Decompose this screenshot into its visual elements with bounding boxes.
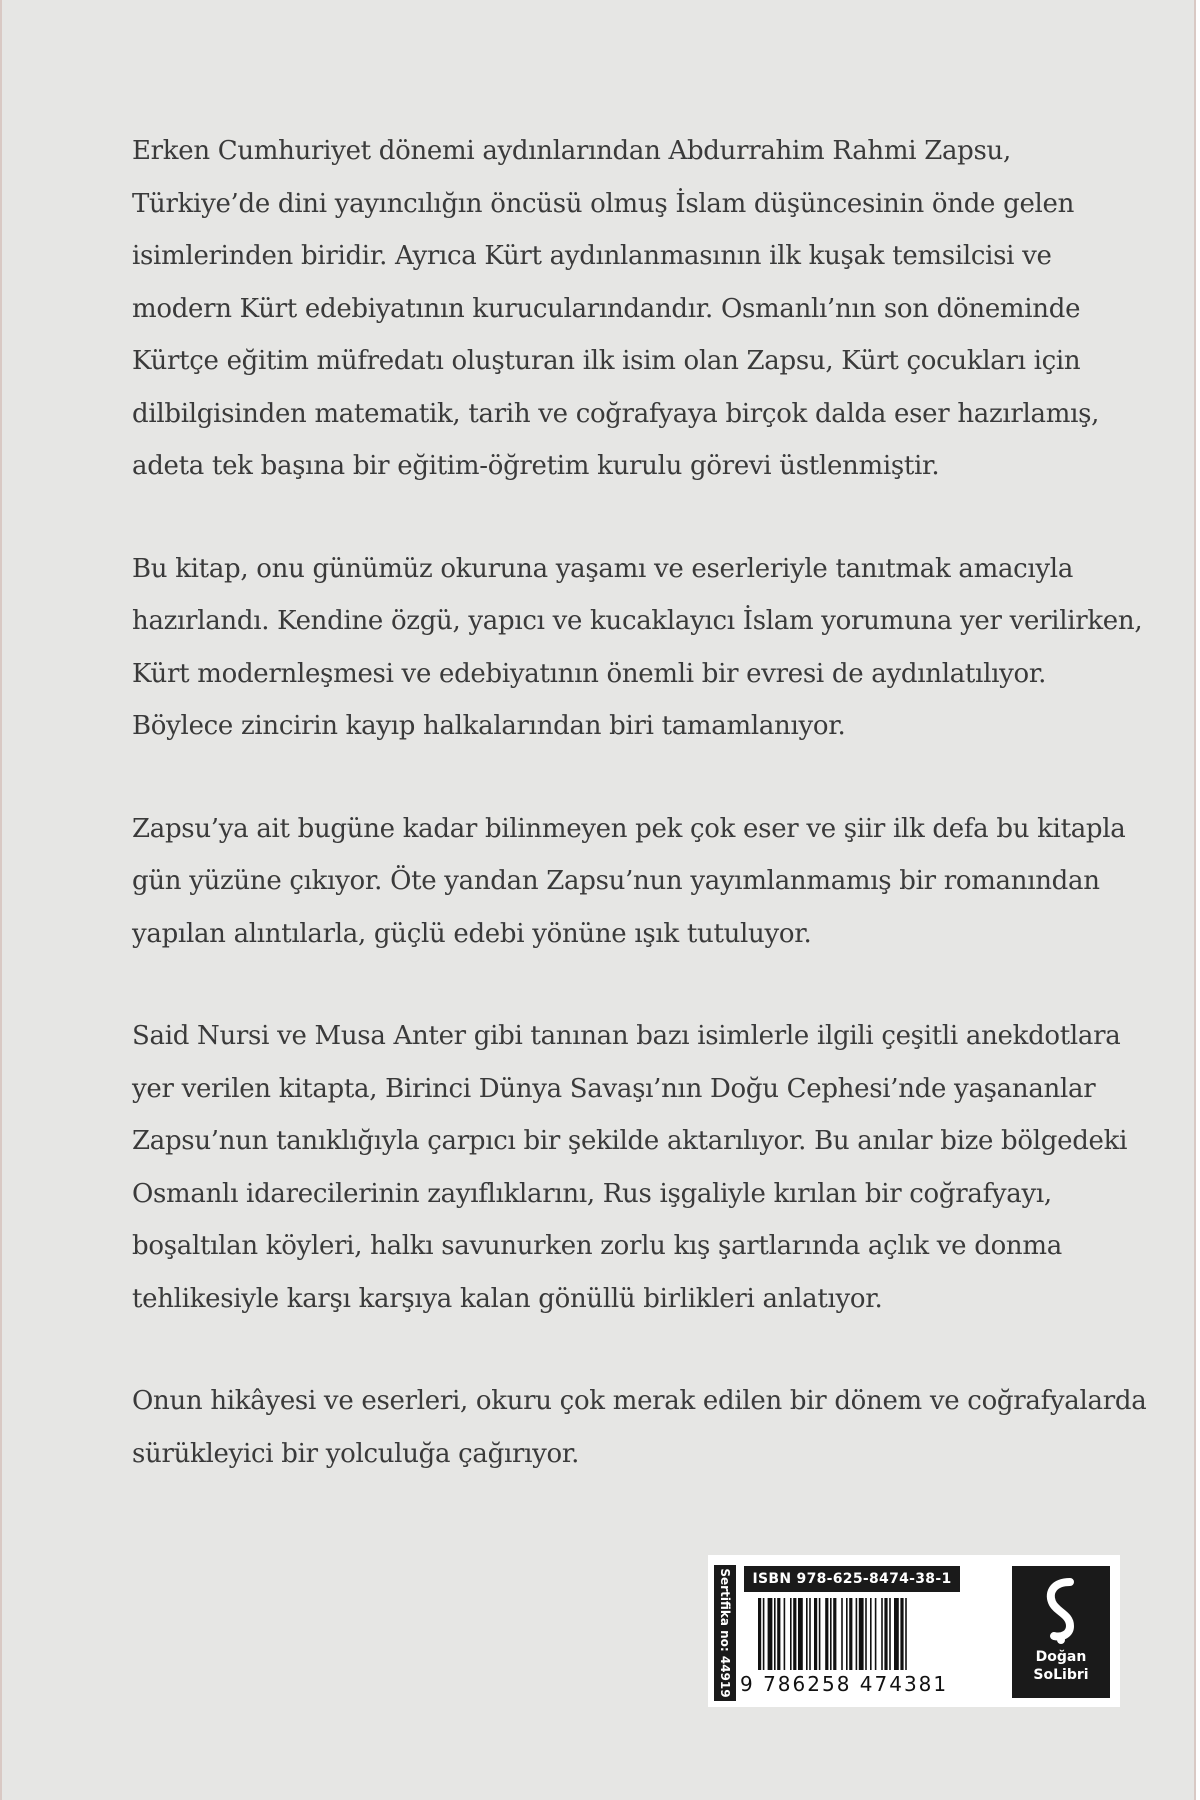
dogan-s-logo-icon	[1036, 1576, 1086, 1646]
text-line: yer verilen kitapta, Birinci Dünya Savaşı’nın Doğu Cephesi’nde yaşananlar	[132, 1073, 1096, 1104]
barcode-bar	[809, 1598, 811, 1670]
barcode-bar	[833, 1598, 836, 1670]
barcode-bar	[841, 1598, 843, 1670]
barcode-bar	[798, 1598, 803, 1670]
text-line: modern Kürt edebiyatının kurucularındandır. Osmanlı’nın son döneminde	[132, 293, 1081, 324]
barcode-bar	[900, 1598, 903, 1670]
text-line: boşaltılan köyleri, halkı savunurken zorlu kış şartlarında açlık ve donma	[132, 1231, 1062, 1261]
barcode-bar	[846, 1598, 848, 1670]
barcode-bar	[905, 1598, 907, 1670]
blurb-paragraph-2	[132, 543, 1143, 753]
publisher-name-line1: Doğan	[1035, 1649, 1087, 1665]
barcode-bar	[870, 1598, 872, 1670]
isbn-label: ISBN 978-625-8474-38-1	[744, 1566, 960, 1592]
text-line: Zapsu’ya ait bugüne kadar bilinmeyen pek çok eser ve şiir ilk defa bu kitapla	[132, 813, 1126, 844]
barcode-bar	[830, 1598, 832, 1670]
barcode-bar	[859, 1598, 864, 1670]
barcode-bar	[758, 1598, 761, 1670]
text-line: Onun hikâyesi ve eserleri, okuru çok merak edilen bir dönem ve coğrafyalarda	[132, 1386, 1147, 1416]
text-line: Erken Cumhuriyet dönemi aydınlarından Abdurrahim Rahmi Zapsu,	[132, 136, 1011, 166]
text-line: Kürtçe eğitim müfredatı oluşturan ilk isim olan Zapsu, Kürt çocukları için	[132, 346, 1081, 376]
barcode-bar	[825, 1598, 828, 1670]
barcode-bars	[758, 1598, 958, 1670]
text-line: Zapsu’nun tanıklığıyla çarpıcı bir şekilde aktarılıyor. Bu anılar bize bölgedeki	[132, 1126, 1128, 1156]
barcode-bar	[881, 1598, 883, 1670]
text-line: Said Nursi ve Musa Anter gibi tanınan bazı isimlerle ilgili çeşitli anekdotlara	[132, 1021, 1121, 1051]
barcode-bar	[768, 1598, 773, 1670]
barcode-bar	[819, 1598, 821, 1670]
blurb-paragraph-1	[132, 125, 1122, 493]
text-line: Kürt modernleşmesi ve edebiyatının önemli bir evresi de aydınlatılıyor.	[132, 658, 1047, 689]
barcode-bar	[793, 1598, 796, 1670]
barcode-bar	[814, 1598, 817, 1670]
text-line: hazırlandı. Kendine özgü, yapıcı ve kucaklayıcı İslam yorumuna yer verilirken,	[132, 606, 1143, 636]
text-line: Osmanlı idarecilerinin zayıflıklarını, Rus işgaliyle kırılan bir coğrafyayı,	[132, 1178, 1052, 1209]
publisher-name	[1012, 1648, 1110, 1684]
barcode-bar	[856, 1598, 858, 1670]
barcode-bar	[777, 1598, 780, 1670]
text-line: isimlerinden biridir. Ayrıca Kürt aydınlanmasının ilk kuşak temsilcisi ve	[132, 241, 1052, 271]
barcode-digits: 9 786258 474381	[740, 1672, 949, 1696]
text-line: tehlikesiyle karşı karşıya kalan gönüllü birlikleri anlatıyor.	[132, 1283, 883, 1314]
barcode-bar	[894, 1598, 899, 1670]
barcode-bar	[884, 1598, 887, 1670]
text-line: Bu kitap, onu günümüz okuruna yaşamı ve eserleriyle tanıtmak amacıyla	[132, 553, 1074, 584]
text-line: Türkiye’de dini yayıncılığın öncüsü olmuş İslam düşüncesinin önde gelen	[132, 188, 1075, 219]
text-line: sürükleyici bir yolculuğa çağırıyor.	[132, 1438, 580, 1469]
text-line: Böylece zincirin kayıp halkalarından biri tamamlanıyor.	[132, 711, 846, 741]
blurb-paragraph-4	[132, 1010, 1128, 1325]
certificate-number	[714, 1565, 736, 1701]
text-line: gün yüzüne çıkıyor. Öte yandan Zapsu’nun yayımlanmamış bir romanından	[132, 866, 1100, 896]
barcode-bar	[784, 1598, 786, 1670]
blurb-paragraph-5	[132, 1375, 1147, 1480]
text-line: dilbilgisinden matematik, tarih ve coğrafyaya birçok dalda eser hazırlamış,	[132, 398, 1100, 429]
barcode-bar	[790, 1598, 792, 1670]
barcode-bar	[763, 1598, 765, 1670]
barcode-bar	[875, 1598, 877, 1670]
text-line: yapılan alıntılarla, güçlü edebi yönüne ışık tutuluyor.	[132, 918, 812, 949]
barcode-bar	[774, 1598, 776, 1670]
blurb-paragraph-3	[132, 803, 1126, 961]
text-line: adeta tek başına bir eğitim-öğretim kurulu görevi üstlenmiştir.	[132, 451, 940, 481]
publisher-logo	[1012, 1566, 1110, 1698]
barcode-bar	[889, 1598, 891, 1670]
publisher-name-line2: SoLibri	[1033, 1667, 1089, 1683]
barcode-bar	[806, 1598, 808, 1670]
barcode-bar	[865, 1598, 867, 1670]
barcode-bar	[849, 1598, 852, 1670]
certificate-text: Sertifika no: 44919	[718, 1568, 732, 1698]
blurb-text	[132, 125, 1147, 1480]
